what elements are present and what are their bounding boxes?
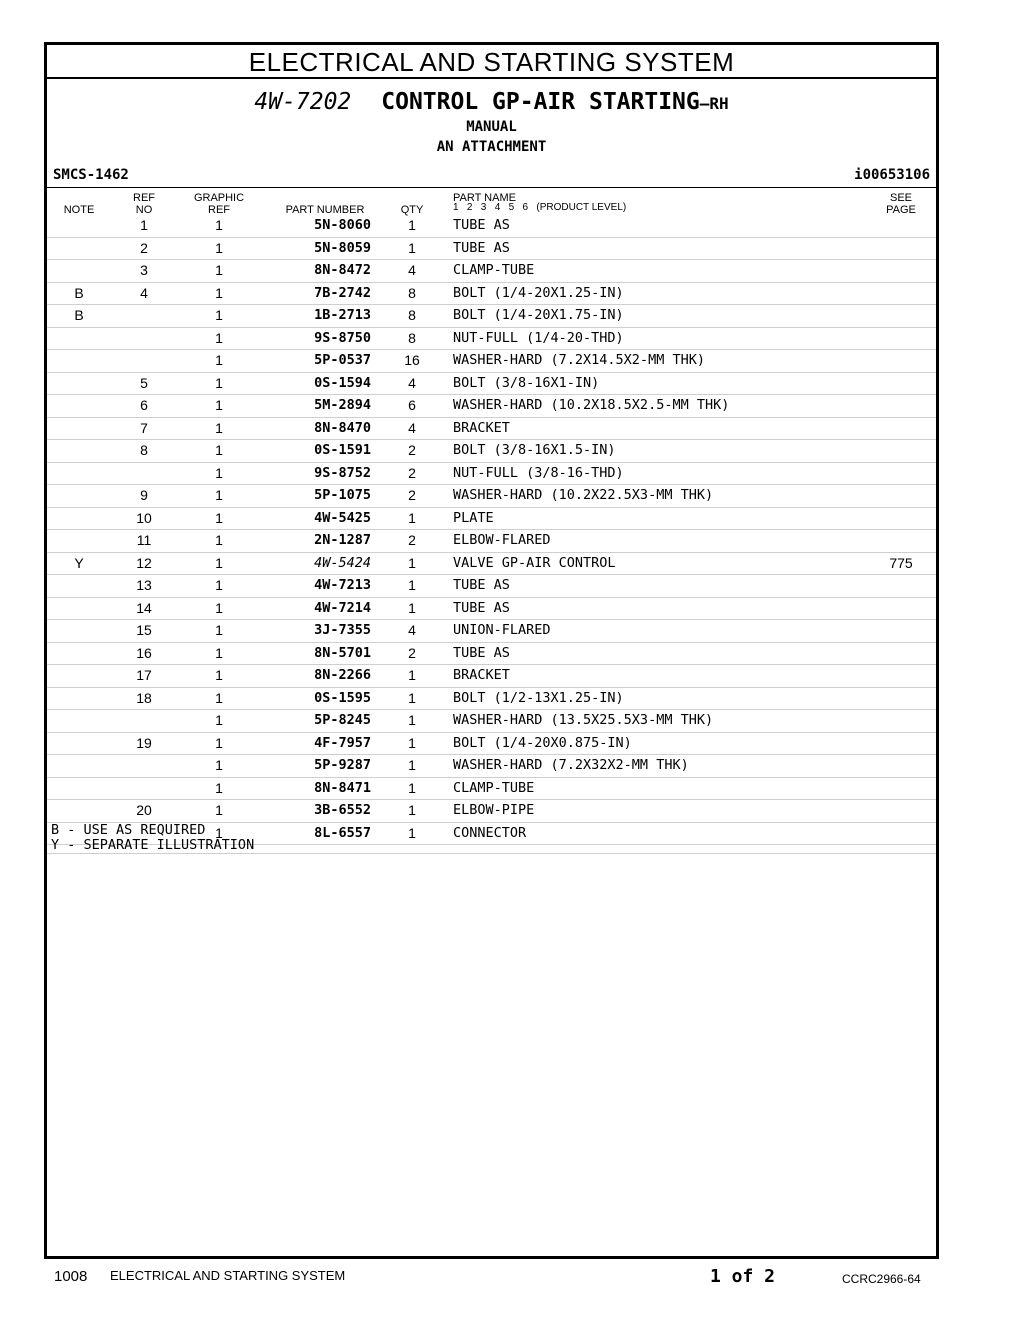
cell-part-name: TUBE AS (453, 577, 510, 593)
col-header-product-level: 1 2 3 4 5 6 (PRODUCT LEVEL) (453, 202, 627, 213)
cell-qty: 8 (408, 329, 416, 346)
cell-ref-no: 14 (136, 599, 152, 616)
cell-graphic-ref: 1 (215, 734, 223, 751)
table-row (47, 530, 936, 553)
cell-graphic-ref: 1 (215, 622, 223, 638)
cell-part-number: 0S-1595 (314, 689, 371, 706)
footer-page-count: 1 of 2 (710, 1266, 776, 1287)
cell-part-name: CONNECTOR (453, 824, 527, 841)
group-suffix: —RH (699, 94, 729, 113)
table-row (47, 688, 936, 711)
cell-ref-no: 3 (140, 262, 148, 278)
table-row (47, 373, 936, 396)
col-header-see-line1: SEE (889, 192, 912, 204)
group-subtitle-1: MANUAL (466, 119, 517, 135)
parts-table (47, 215, 936, 845)
cell-part-number: 8N-2266 (314, 667, 371, 683)
cell-part-name: UNION-FLARED (453, 622, 551, 638)
cell-graphic-ref: 1 (215, 712, 223, 728)
cell-graphic-ref: 1 (215, 667, 223, 683)
notes-divider (47, 853, 936, 854)
table-row (47, 350, 936, 373)
col-header-see-page (879, 192, 923, 216)
cell-part-name: WASHER-HARD (10.2X22.5X3-MM THK) (453, 487, 714, 503)
cell-part-number: 8N-8470 (314, 419, 371, 436)
group-title (47, 89, 936, 115)
cell-qty: 6 (408, 397, 416, 413)
cell-ref-no: 5 (140, 374, 148, 391)
col-header-qty: QTY (400, 204, 424, 216)
cell-ref-no: 6 (140, 397, 148, 413)
cell-qty: 1 (408, 577, 416, 593)
col-header-ref-no-line1: REF (133, 192, 155, 204)
cell-qty: 4 (408, 419, 416, 436)
header-divider (47, 187, 936, 188)
cell-graphic-ref: 1 (215, 307, 223, 323)
cell-qty: 16 (404, 352, 420, 368)
cell-qty: 1 (408, 779, 416, 796)
cell-qty: 1 (408, 802, 416, 818)
cell-part-name: BRACKET (453, 667, 510, 683)
note-b: B - USE AS REQUIRED (51, 822, 206, 838)
cell-ref-no: 11 (136, 532, 152, 548)
cell-part-number: 1B-2713 (314, 307, 371, 323)
cell-graphic-ref: 1 (215, 329, 223, 346)
cell-part-number: 4W-7214 (314, 599, 371, 616)
cell-part-number: 5M-2894 (314, 397, 371, 413)
cell-ref-no: 18 (136, 689, 152, 706)
table-row (47, 643, 936, 666)
illustration-id: i00653106 (854, 167, 930, 183)
group-number: 4W-7202 (254, 89, 352, 115)
table-row (47, 260, 936, 283)
cell-part-number: 4W-5425 (314, 509, 371, 526)
cell-part-number: 0S-1591 (314, 442, 371, 458)
cell-ref-no: 20 (136, 802, 152, 818)
cell-part-number: 9S-8752 (314, 464, 371, 481)
cell-ref-no: 12 (136, 554, 152, 571)
cell-part-number: 5P-0537 (314, 352, 371, 368)
col-header-graphic-ref (187, 192, 251, 216)
col-header-see-line2: PAGE (886, 204, 916, 216)
cell-part-number: 2N-1287 (314, 532, 371, 548)
cell-ref-no: 10 (136, 509, 152, 526)
cell-part-number: 4F-7957 (314, 734, 371, 751)
cell-graphic-ref: 1 (215, 464, 223, 481)
footer-doc-code: CCRC2966-64 (842, 1272, 921, 1286)
cell-part-number: 8N-8471 (314, 779, 371, 796)
cell-part-name: CLAMP-TUBE (453, 262, 535, 278)
cell-qty: 1 (408, 599, 416, 616)
cell-qty: 1 (408, 509, 416, 526)
cell-graphic-ref: 1 (215, 217, 223, 233)
col-header-ref-no (129, 192, 159, 216)
cell-part-name: ELBOW-PIPE (453, 802, 535, 818)
cell-qty: 2 (408, 464, 416, 481)
cell-ref-no: 16 (136, 644, 152, 661)
cell-qty: 1 (408, 217, 416, 233)
note-y: Y - SEPARATE ILLUSTRATION (51, 837, 255, 853)
cell-graphic-ref: 1 (215, 374, 223, 391)
table-row (47, 418, 936, 441)
cell-part-number: 0S-1594 (314, 374, 371, 391)
table-row (47, 485, 936, 508)
footer-page-number: 1008 (54, 1268, 88, 1285)
smcs-code: SMCS-1462 (53, 167, 129, 183)
cell-part-number: 3B-6552 (314, 802, 371, 818)
table-row (47, 508, 936, 531)
cell-part-number: 4W-5424 (314, 554, 371, 571)
cell-part-name: TUBE AS (453, 599, 510, 616)
cell-part-number: 3J-7355 (314, 622, 371, 638)
col-header-note: NOTE (63, 204, 95, 216)
cell-ref-no: 7 (140, 419, 148, 436)
cell-part-name: NUT-FULL (3/8-16-THD) (453, 464, 624, 481)
cell-part-number: 5P-8245 (314, 712, 371, 728)
cell-part-name: WASHER-HARD (13.5X25.5X3-MM THK) (453, 712, 714, 728)
cell-qty: 1 (408, 554, 416, 571)
cell-part-name: BOLT (1/4-20X0.875-IN) (453, 734, 632, 751)
cell-part-name: TUBE AS (453, 644, 510, 661)
cell-graphic-ref: 1 (215, 509, 223, 526)
cell-graphic-ref: 1 (215, 554, 223, 571)
cell-qty: 4 (408, 374, 416, 391)
cell-part-number: 5P-9287 (314, 757, 371, 773)
cell-part-number: 8N-5701 (314, 644, 371, 661)
cell-part-name: VALVE GP-AIR CONTROL (453, 554, 616, 571)
table-row (47, 283, 936, 306)
cell-qty: 2 (408, 644, 416, 661)
cell-graphic-ref: 1 (215, 487, 223, 503)
cell-part-number: 8L-6557 (314, 824, 371, 841)
table-row (47, 733, 936, 756)
table-row (47, 440, 936, 463)
cell-graphic-ref: 1 (215, 644, 223, 661)
cell-part-name: PLATE (453, 509, 494, 526)
cell-qty: 1 (408, 712, 416, 728)
cell-graphic-ref: 1 (215, 802, 223, 818)
cell-note: B (74, 307, 84, 323)
cell-part-name: BOLT (3/8-16X1-IN) (453, 374, 600, 391)
col-header-ref-no-line2: NO (135, 204, 153, 216)
cell-part-number: 5N-8059 (314, 239, 371, 256)
cell-part-name: BRACKET (453, 419, 510, 436)
group-name: CONTROL GP-AIR STARTING (381, 89, 700, 115)
cell-graphic-ref: 1 (215, 442, 223, 458)
cell-see-page: 775 (889, 554, 913, 571)
cell-part-number: 5N-8060 (314, 217, 371, 233)
cell-graphic-ref: 1 (215, 284, 223, 301)
cell-part-name: TUBE AS (453, 239, 510, 256)
cell-graphic-ref: 1 (215, 779, 223, 796)
table-row (47, 328, 936, 351)
cell-part-name: BOLT (1/2-13X1.25-IN) (453, 689, 624, 706)
cell-ref-no: 4 (140, 284, 148, 301)
table-row (47, 215, 936, 238)
cell-part-number: 4W-7213 (314, 577, 371, 593)
cell-qty: 8 (408, 284, 416, 301)
table-row (47, 463, 936, 486)
cell-graphic-ref: 1 (215, 352, 223, 368)
cell-graphic-ref: 1 (215, 689, 223, 706)
cell-qty: 1 (408, 239, 416, 256)
cell-note: B (74, 284, 84, 301)
cell-qty: 2 (408, 442, 416, 458)
cell-part-name: BOLT (3/8-16X1.5-IN) (453, 442, 616, 458)
cell-ref-no: 8 (140, 442, 148, 458)
table-row (47, 620, 936, 643)
col-header-graphic-line1: GRAPHIC (193, 192, 245, 204)
cell-qty: 8 (408, 307, 416, 323)
cell-graphic-ref: 1 (215, 397, 223, 413)
cell-qty: 1 (408, 757, 416, 773)
cell-qty: 2 (408, 487, 416, 503)
cell-part-number: 9S-8750 (314, 329, 371, 346)
group-subtitle-2: AN ATTACHMENT (436, 139, 547, 155)
col-header-graphic-line2: REF (208, 204, 230, 216)
cell-ref-no: 19 (136, 734, 152, 751)
cell-part-number: 8N-8472 (314, 262, 371, 278)
cell-ref-no: 17 (136, 667, 152, 683)
cell-graphic-ref: 1 (215, 419, 223, 436)
cell-qty: 2 (408, 532, 416, 548)
table-row (47, 238, 936, 261)
table-row (47, 575, 936, 598)
cell-qty: 1 (408, 667, 416, 683)
cell-qty: 1 (408, 734, 416, 751)
table-row (47, 755, 936, 778)
cell-part-name: WASHER-HARD (7.2X32X2-MM THK) (453, 757, 689, 773)
cell-part-name: ELBOW-FLARED (453, 532, 551, 548)
cell-graphic-ref: 1 (215, 599, 223, 616)
cell-note: Y (74, 554, 84, 571)
cell-part-name: TUBE AS (453, 217, 510, 233)
table-row (47, 553, 936, 576)
cell-qty: 4 (408, 262, 416, 278)
cell-qty: 1 (408, 824, 416, 841)
cell-part-name: BOLT (1/4-20X1.75-IN) (453, 307, 624, 323)
table-row (47, 305, 936, 328)
cell-graphic-ref: 1 (215, 532, 223, 548)
cell-part-name: CLAMP-TUBE (453, 779, 535, 796)
cell-qty: 4 (408, 622, 416, 638)
cell-graphic-ref: 1 (215, 757, 223, 773)
cell-graphic-ref: 1 (215, 577, 223, 593)
cell-part-name: WASHER-HARD (10.2X18.5X2.5-MM THK) (453, 397, 730, 413)
cell-ref-no: 13 (136, 577, 152, 593)
col-header-part-number: PART NUMBER (285, 204, 365, 216)
cell-graphic-ref: 1 (215, 239, 223, 256)
cell-ref-no: 2 (140, 239, 148, 256)
cell-part-number: 7B-2742 (314, 284, 371, 301)
notes-legend (51, 823, 254, 853)
table-row (47, 395, 936, 418)
cell-part-name: BOLT (1/4-20X1.25-IN) (453, 284, 624, 301)
cell-part-number: 5P-1075 (314, 487, 371, 503)
cell-graphic-ref: 1 (215, 262, 223, 278)
cell-part-name: WASHER-HARD (7.2X14.5X2-MM THK) (453, 352, 705, 368)
table-row (47, 800, 936, 823)
table-row (47, 778, 936, 801)
page-frame (44, 42, 939, 1259)
section-title: ELECTRICAL AND STARTING SYSTEM (47, 45, 936, 79)
table-row (47, 598, 936, 621)
cell-qty: 1 (408, 689, 416, 706)
footer-section: ELECTRICAL AND STARTING SYSTEM (110, 1268, 346, 1283)
table-row (47, 665, 936, 688)
cell-ref-no: 1 (140, 217, 148, 233)
cell-ref-no: 9 (140, 487, 148, 503)
cell-ref-no: 15 (136, 622, 152, 638)
cell-part-name: NUT-FULL (1/4-20-THD) (453, 329, 624, 346)
col-header-part-name: PART NAME (453, 192, 516, 204)
cell-graphic-ref: 1 (215, 824, 223, 841)
table-row (47, 710, 936, 733)
